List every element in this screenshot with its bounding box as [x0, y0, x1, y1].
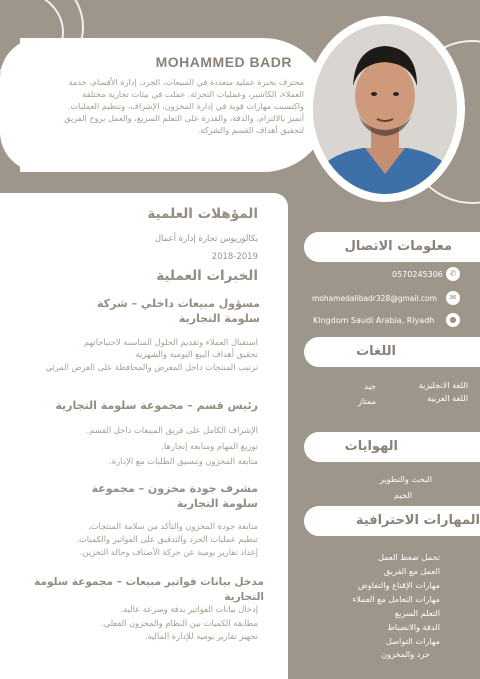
job-2-line-1: الإشراف الكامل على فريق المبيعات داخل القسم.	[86, 425, 258, 435]
job-1-line-1: استقبال العملاء وتقديم الحلول المناسبة لاحتياجاتهم	[84, 337, 258, 347]
phone-icon: ✆	[446, 267, 460, 281]
job-2-line-3: متابعة المخزون وتنسيق الطلبات مع الإدارة.	[109, 456, 258, 466]
skill-item-2: العمل مع الفريق	[383, 566, 440, 576]
education-heading: المؤهلات العلمية	[147, 206, 258, 222]
skill-item-4: مهارات التعامل مع العملاء	[352, 594, 440, 604]
job-3-line-2: تنظيم عمليات الجرد والتدقيق على الفواتير والكميات.	[76, 534, 258, 544]
job-1-line-2: تحقيق أهداف البيع اليومية والشهرية	[135, 349, 258, 359]
person-portrait-illustration	[313, 24, 457, 194]
job-title-3: مشرف جودة مخزون – مجموعة سلومة التجارية	[91, 482, 258, 510]
email-icon: ✉	[446, 291, 460, 305]
job-4-line-3: تجهيز تقارير يومية للإدارة المالية.	[144, 631, 258, 641]
hobby-item-2: الجيم	[394, 490, 412, 500]
language-level-arabic: ممتاز	[357, 396, 376, 406]
location-pin-icon: ●	[446, 313, 460, 327]
language-name-arabic: اللغة العربية	[427, 393, 468, 403]
person-name: MOHAMMED BADR	[155, 54, 292, 70]
skill-item-3: مهارات الإقناع والتفاوض	[357, 580, 440, 590]
job-2-line-2: توزيع المهام ومتابعة إنجازها.	[161, 441, 258, 451]
contact-phone[interactable]: 0570245306	[392, 270, 443, 279]
contact-email[interactable]: mohamedalibadr328@gmail.com	[312, 294, 437, 303]
language-name-english: اللغة الانجليزية	[418, 380, 468, 390]
language-level-english: جيد	[364, 381, 376, 391]
education-degree: بكالوريوس تجارة إدارة أعمال	[154, 234, 258, 244]
skill-item-7: مهارات التواصل	[385, 636, 440, 646]
job-4-line-2: مطابقة الكميات بين النظام والمخزون الفعلي.	[101, 618, 258, 628]
skills-heading: المهارات الاحترافية	[355, 513, 480, 528]
education-years: 2018-2019	[211, 252, 258, 262]
job-3-line-1: متابعة جودة المخزون والتأكد من سلامة المنتجات.	[88, 521, 258, 531]
skill-item-6: الدقة والانضباط	[387, 622, 440, 632]
hobby-item-1: البحث والتطوير	[379, 474, 432, 484]
skill-item-5: التعلم السريع	[394, 608, 440, 618]
skill-item-1: تحمل ضغط العمل	[377, 552, 440, 562]
contact-heading: معلومات الاتصال	[344, 239, 452, 254]
job-1-line-3: ترتيب المنتجات داخل المعرض والمحافظة على العرض المرئي	[45, 362, 258, 372]
profile-summary: محترف بخبرة عملية متعددة في المبيعات، الجرد، إدارة الأقسام، خدمة العملاء، الكاشير، وعمليات التجزئة. عملت في بيئات تجارية مختلفة واكتسبت مهارات قوية في إدارة المخزون، الإشراف، وتنظيم العمليات. أتميز بالالتزام، والدقة، والقدرة على التعلم السريع، والعمل بروح الفريق لتحقيق أهداف القسم والشركة.	[64, 77, 304, 135]
job-3-line-3: إعداد تقارير يومية عن حركة الأصناف وحالة التخزين.	[79, 547, 258, 557]
hobbies-heading: الهوايات	[344, 439, 398, 454]
job-title-2: رئيس قسم – مجموعة سلومة التجارية	[55, 399, 258, 412]
skill-item-8: جرد والمخزون	[380, 649, 430, 659]
job-4-line-1: إدخال بيانات الفواتير بدقة وسرعة عالية.	[120, 604, 258, 614]
languages-heading: اللغات	[356, 344, 396, 359]
profile-photo	[313, 24, 457, 194]
job-title-1: مسؤول مبيعات داخلي – شركة سلومة التجارية	[97, 297, 260, 325]
contact-location: Kingdom Saudi Arabia, Riyadh	[313, 316, 435, 325]
experience-heading: الخبرات العملية	[156, 268, 258, 284]
job-title-4: مدخل بيانات فواتير مبيعات – مجموعة سلومة التجارية	[34, 576, 264, 603]
